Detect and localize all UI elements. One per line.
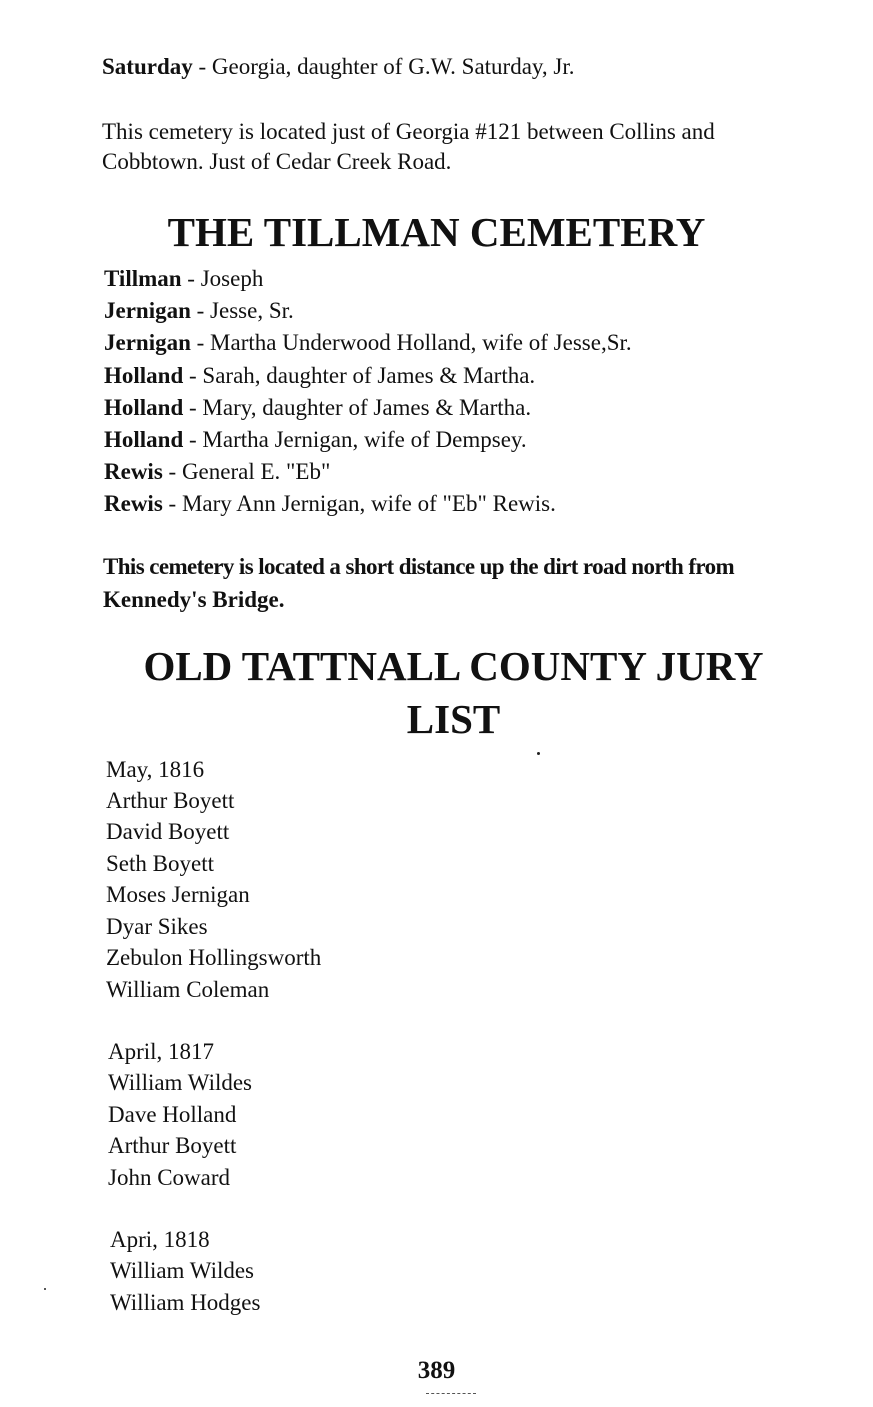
juror-name: Seth Boyett [106, 851, 214, 876]
section-title-continued: LIST [406, 696, 501, 742]
page-number-underline [426, 1393, 476, 1394]
burial-entry [104, 489, 556, 519]
scan-speck [537, 752, 540, 755]
juror-name: William Wildes [110, 1258, 255, 1283]
entry-surname: Jernigan [104, 298, 191, 323]
entry-surname: Holland [104, 363, 184, 388]
entry-description: - Sarah, daughter of James & Martha. [183, 363, 536, 388]
location-note-line: This cemetery is located a short distance up the dirt road north from [103, 554, 735, 579]
burial-entry [104, 328, 632, 358]
juror-name: John Coward [108, 1165, 231, 1190]
page-number: 389 [417, 1357, 456, 1384]
juror-name: David Boyett [106, 819, 230, 844]
entry-description: - Jesse, Sr. [190, 298, 294, 323]
jury-date: May, 1816 [106, 757, 205, 782]
burial-entry [104, 361, 535, 391]
entry-surname: Holland [104, 427, 184, 452]
entry-surname: Rewis [104, 491, 163, 516]
juror-name: William Hodges [110, 1290, 261, 1315]
section-title: THE TILLMAN CEMETERY [167, 209, 706, 255]
location-note-line: Cobbtown. Just of Cedar Creek Road. [102, 149, 452, 174]
entry-description: - Mary, daughter of James & Martha. [183, 395, 532, 420]
scan-speck [44, 1288, 46, 1290]
entry-description: - Martha Jernigan, wife of Dempsey. [183, 427, 527, 452]
entry-description: Georgia, daughter of G.W. Saturday, Jr. [211, 54, 575, 79]
juror-name: William Wildes [108, 1070, 253, 1095]
location-note-line: Kennedy's Bridge. [103, 587, 285, 612]
entry-surname: Saturday [102, 54, 193, 79]
entry-surname: Rewis [104, 459, 163, 484]
entry-description: - Martha Underwood Holland, wife of Jesse,Sr. [190, 330, 632, 355]
location-note-line: This cemetery is located just of Georgia #121 between Collins and [102, 119, 715, 144]
entry-surname: Jernigan [104, 330, 191, 355]
juror-name: Zebulon Hollingsworth [106, 945, 322, 970]
burial-entry [104, 264, 263, 294]
jury-date: Apri, 1818 [110, 1227, 210, 1252]
entry-separator: - [192, 54, 212, 79]
juror-name: Arthur Boyett [108, 1133, 237, 1158]
juror-name: Dyar Sikes [106, 914, 208, 939]
entry-surname: Holland [104, 395, 184, 420]
entry-description: - Mary Ann Jernigan, wife of "Eb" Rewis. [162, 491, 556, 516]
section-title: OLD TATTNALL COUNTY JURY [143, 643, 764, 689]
burial-entry [104, 457, 330, 487]
entry-description: - General E. "Eb" [162, 459, 331, 484]
saturday-entry [102, 52, 575, 82]
entry-description: - Joseph [181, 266, 264, 291]
juror-name: William Coleman [106, 977, 270, 1002]
jury-date: April, 1817 [108, 1039, 215, 1064]
burial-entry [104, 296, 294, 326]
burial-entry [104, 425, 527, 455]
juror-name: Moses Jernigan [106, 882, 250, 907]
burial-entry [104, 393, 531, 423]
juror-name: Dave Holland [108, 1102, 237, 1127]
juror-name: Arthur Boyett [106, 788, 235, 813]
entry-surname: Tillman [104, 266, 182, 291]
